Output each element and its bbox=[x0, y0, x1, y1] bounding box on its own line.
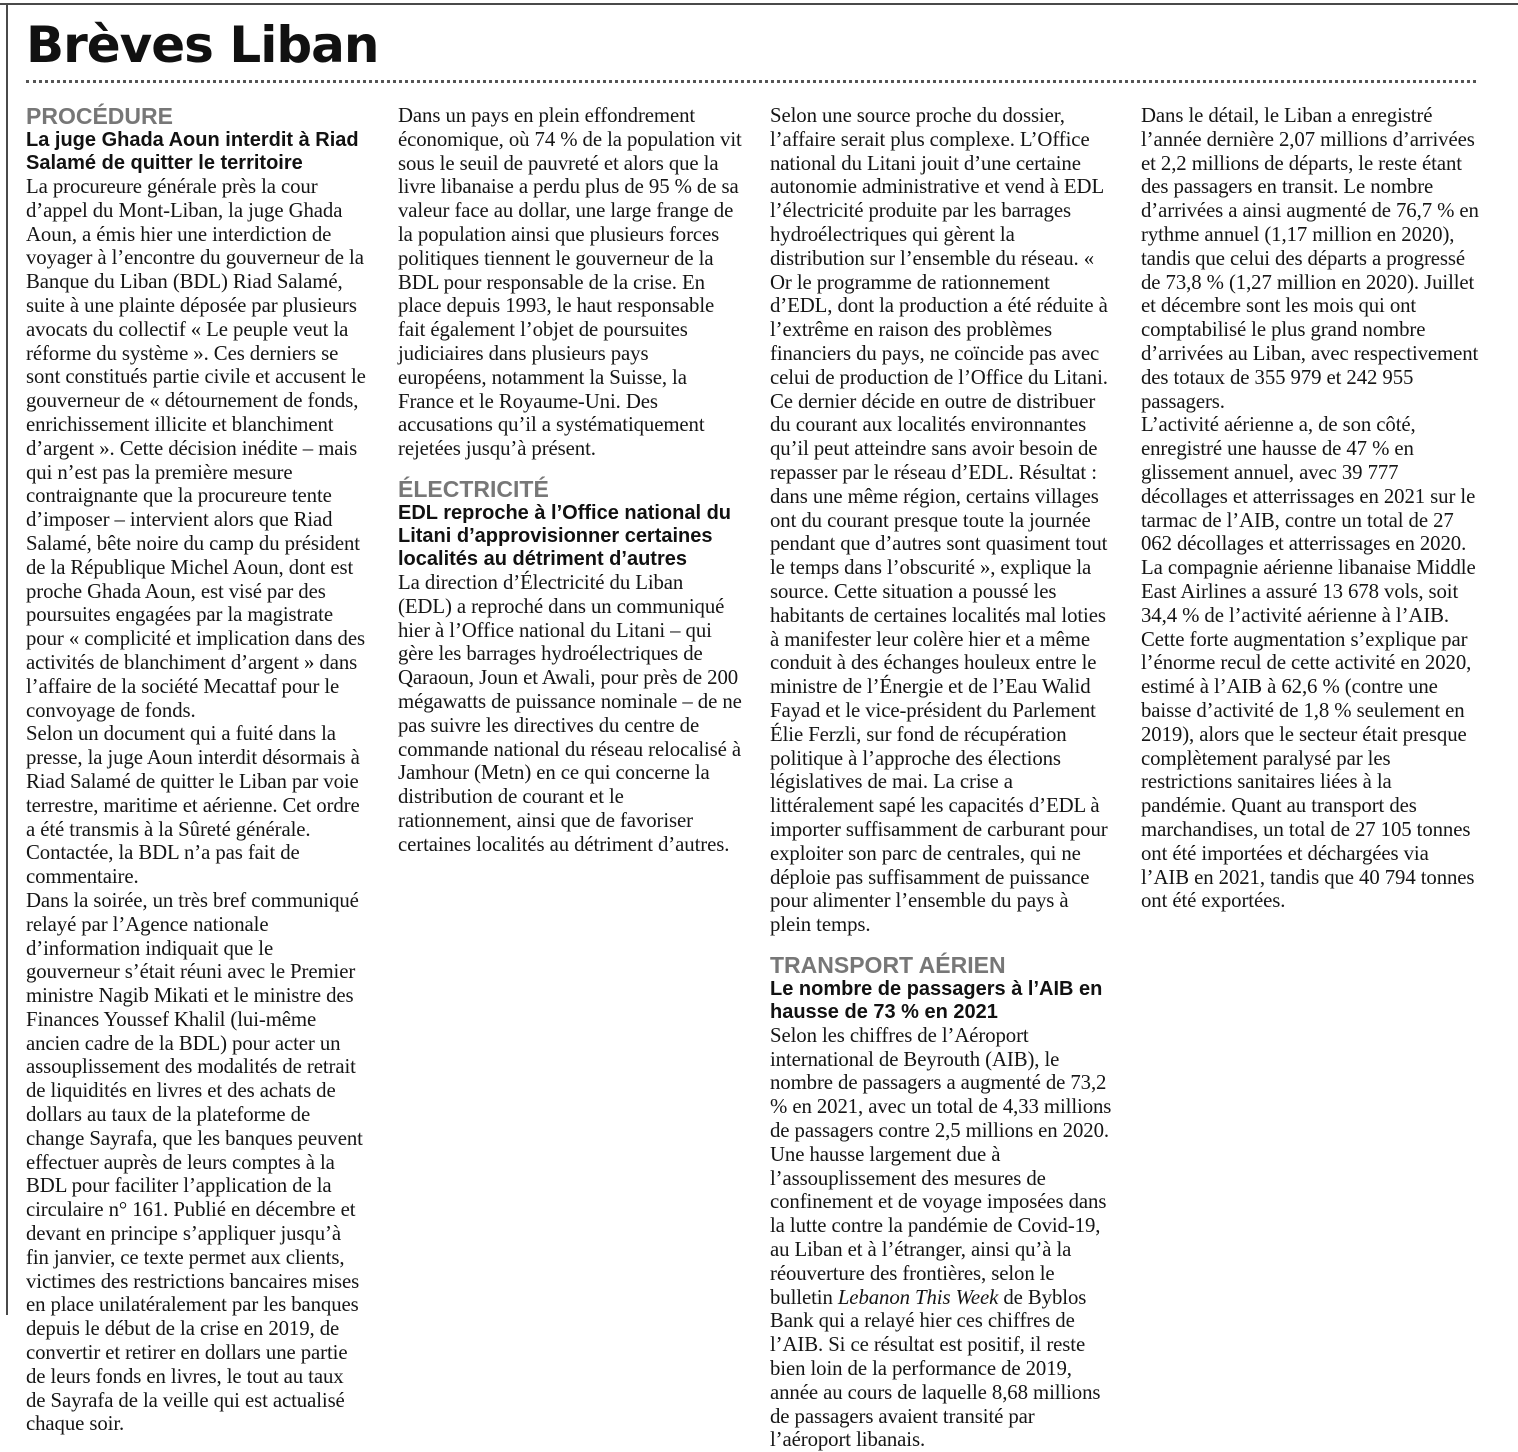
column-1 bbox=[26, 104, 366, 1436]
column-3 bbox=[770, 104, 1112, 1452]
article-transport-paragraph-1 bbox=[770, 1024, 1112, 1452]
article-procedure-paragraph-2: Selon un document qui a fuité dans la presse, la juge Aoun interdit désormais à Riad Salamé de quitter le Liban par voie terrestre, maritime et aérienne. Cet ordre a été transmis à la Sûreté générale. Contactée, la BDL n’a pas fait de commentaire. bbox=[26, 722, 360, 889]
column-4 bbox=[1141, 104, 1481, 913]
article-procedure-paragraph-3: Dans la soirée, un très bref communiqué relayé par l’Agence nationale d’information indiquait que le gouverneur s’était réuni avec le Premier ministre Nagib Mikati et le ministre des Finances Youssef Khalil (lui-même ancien cadre de la BDL) pour acter un assouplissement des modalités de retrait de liquidités en livres et des achats de dollars au taux de la plateforme de change Sayrafa, que les banques peuvent effectuer auprès de leurs comptes à la BDL pour faciliter l’application de la circulaire n° 161. Publié en décembre et devant en principe s’appliquer jusqu’à fin janvier, ce texte permet aux clients, victimes des restrictions bancaires mises en place unilatéralement par les banques depuis le début de la crise en 2019, de convertir et retirer en dollars une partie de leurs fonds en livres, le tout au taux de Sayrafa de la veille qui est actualisé chaque soir. bbox=[26, 888, 363, 1436]
left-rule bbox=[6, 3, 8, 1315]
dotted-divider bbox=[26, 80, 1476, 83]
bulletin-title: Lebanon This Week bbox=[837, 1285, 999, 1309]
headline-transport: Le nombre de passagers à l’AIB en hausse de 73 % en 2021 bbox=[770, 977, 1103, 1023]
article-electricite-paragraph-1: La direction d’Électricité du Liban (EDL) a reproché dans un communiqué hier à l’Office national du Litani – qui gère les barrages hydroélectriques de Qaraoun, Joun et Awali, pour près de 200 mégawatts de puissance nominale – de ne pas suivre les directives du centre de commande national du réseau relocalisé à Jamhour (Metn) en ce qui concerne la distribution de courant et le rationnement, ainsi que de favoriser certaines localités au détriment d’autres. bbox=[398, 570, 742, 856]
article-electricite-paragraph-2: Selon une source proche du dossier, l’affaire serait plus complexe. L’Office national du Litani jouit d’une certaine autonomie administrative et vend à EDL l’électricité produite par les barrages hydroélectriques qui gèrent la distribution sur l’ensemble du réseau. « Or le programme de rationnement d’EDL, dont la production a été réduite à l’extrême en raison des problèmes financiers du pays, ne coïncide pas avec celui de production de l’Office du Litani. Ce dernier décide en outre de distribuer du courant aux localités environnantes qu’il peut atteindre sans avoir besoin de repasser par le réseau d’EDL. Résultat : dans une même région, certains villages ont du courant presque toute la journée pendant que d’autres sont quasiment tout le temps dans l’obscurité », explique la source. Cette situation a poussé les habitants de certaines localités mal loties à manifester leur colère hier et a même conduit à des échanges houleux entre le ministre de l’Énergie et de l’Eau Walid Fayad et le vice-président du Parlement Élie Ferzli, sur fond de récupération politique à l’approche des élections législatives de mai. La crise a littéralement sapé les capacités d’EDL à importer suffisamment de carburant pour exploiter son parc de centrales, qui ne déploie pas suffisamment de puissance pour alimenter l’ensemble du pays à plein temps. bbox=[770, 104, 1108, 937]
article-transport-text-start: Selon les chiffres de l’Aéroport international de Beyrouth (AIB), le nombre de passagers a augmenté de 73,2 % en 2021, avec un total de 4,33 millions de passagers contre 2,5 millions en 2020. Une hausse largement due à l’assouplissement des mesures de confinement et de voyage imposées dans la lutte contre la pandémie de Covid-19, au Liban et à l’étranger, ainsi qu’à la réouverture des frontières, selon le bulletin bbox=[770, 1023, 1112, 1309]
article-procedure-paragraph-1: La procureure générale près la cour d’appel du Mont-Liban, la juge Ghada Aoun, a émis hier une interdiction de voyager à l’encontre du gouverneur de la Banque du Liban (BDL) Riad Salamé, suite à une plainte déposée par plusieurs avocats du collectif « Le peuple veut la réforme du système ». Ces derniers se sont constitués partie civile et accusent le gouverneur de « détournement de fonds, enrichissement illicite et blanchiment d’argent ». Cette décision inédite – mais qui n’est pas la première mesure contraignante que la procureure tente d’imposer – intervient alors que Riad Salamé, bête noire du camp du président de la République Michel Aoun, dont est proche Ghada Aoun, est visé par des poursuites engagées par la magistrate pour « complicité et implication dans des activités de blanchiment d’argent » dans l’affaire de la société Mecattaf pour le convoyage de fonds. bbox=[26, 175, 366, 722]
headline-procedure: La juge Ghada Aoun interdit à Riad Salamé de quitter le territoire bbox=[26, 129, 359, 174]
article-transport-paragraph-2: Dans le détail, le Liban a enregistré l’année dernière 2,07 millions d’arrivées et 2,2 millions de départs, le reste étant des passagers en transit. Le nombre d’arrivées a ainsi augmenté de 76,7 % en rythme annuel (1,17 million en 2020), tandis que celui des départs a progressé de 73,8 % (1,27 million en 2020). Juillet et décembre sont les mois qui ont comptabilisé le plus grand nombre d’arrivées au Liban, avec respectivement des totaux de 355 979 et 242 955 passagers. bbox=[1141, 104, 1479, 413]
article-transport-text-end: de Byblos Bank qui a relayé hier ces chiffres de l’AIB. Si ce résultat est positif, il reste bien loin de la performance de 2019, année au cours de laquelle 8,68 millions de passagers avaient transité par l’aéroport libanais. bbox=[770, 1285, 1101, 1452]
page-title: Brèves Liban bbox=[26, 16, 379, 74]
headline-electricite: EDL reproche à l’Office national du Litani d’approvisionner certaines localités au détriment d’autres bbox=[398, 501, 732, 570]
rubric-electricite: ÉLECTRICITÉ bbox=[398, 475, 549, 502]
column-2 bbox=[398, 104, 742, 857]
article-procedure-paragraph-4: Dans un pays en plein effondrement économique, où 74 % de la population vit sous le seuil de pauvreté et alors que la livre libanaise a perdu plus de 95 % de sa valeur face au dollar, une large frange de la population ainsi que plusieurs forces politiques tiennent le gouverneur de la BDL pour responsable de la crise. En place depuis 1993, le haut responsable fait également l’objet de poursuites judiciaires dans plusieurs pays européens, notamment la Suisse, la France et le Royaume-Uni. Des accusations qu’il a systématiquement rejetées jusqu’à présent. bbox=[398, 104, 742, 461]
top-rule bbox=[0, 3, 1518, 5]
article-transport-paragraph-3: L’activité aérienne a, de son côté, enregistré une hausse de 47 % en glissement annuel, avec 39 777 décollages et atterrissages en 2021 sur le tarmac de l’AIB, contre un total de 27 062 décollages et atterrissages en 2020. La compagnie aérienne libanaise Middle East Airlines a assuré 13 678 vols, soit 34,4 % de l’activité aérienne à l’AIB. Cette forte augmentation s’explique par l’énorme recul de cette activité en 2020, estimé à l’AIB à 62,6 % (contre une baisse d’activité de 1,8 % seulement en 2019), alors que le secteur était presque complètement paralysé par les restrictions sanitaires liées à la pandémie. Quant au transport des marchandises, un total de 27 105 tonnes ont été importées et déchargées via l’AIB en 2021, tandis que 40 794 tonnes ont été exportées. bbox=[1141, 413, 1476, 913]
rubric-procedure: PROCÉDURE bbox=[26, 103, 173, 129]
rubric-transport: TRANSPORT AÉRIEN bbox=[770, 951, 1006, 978]
